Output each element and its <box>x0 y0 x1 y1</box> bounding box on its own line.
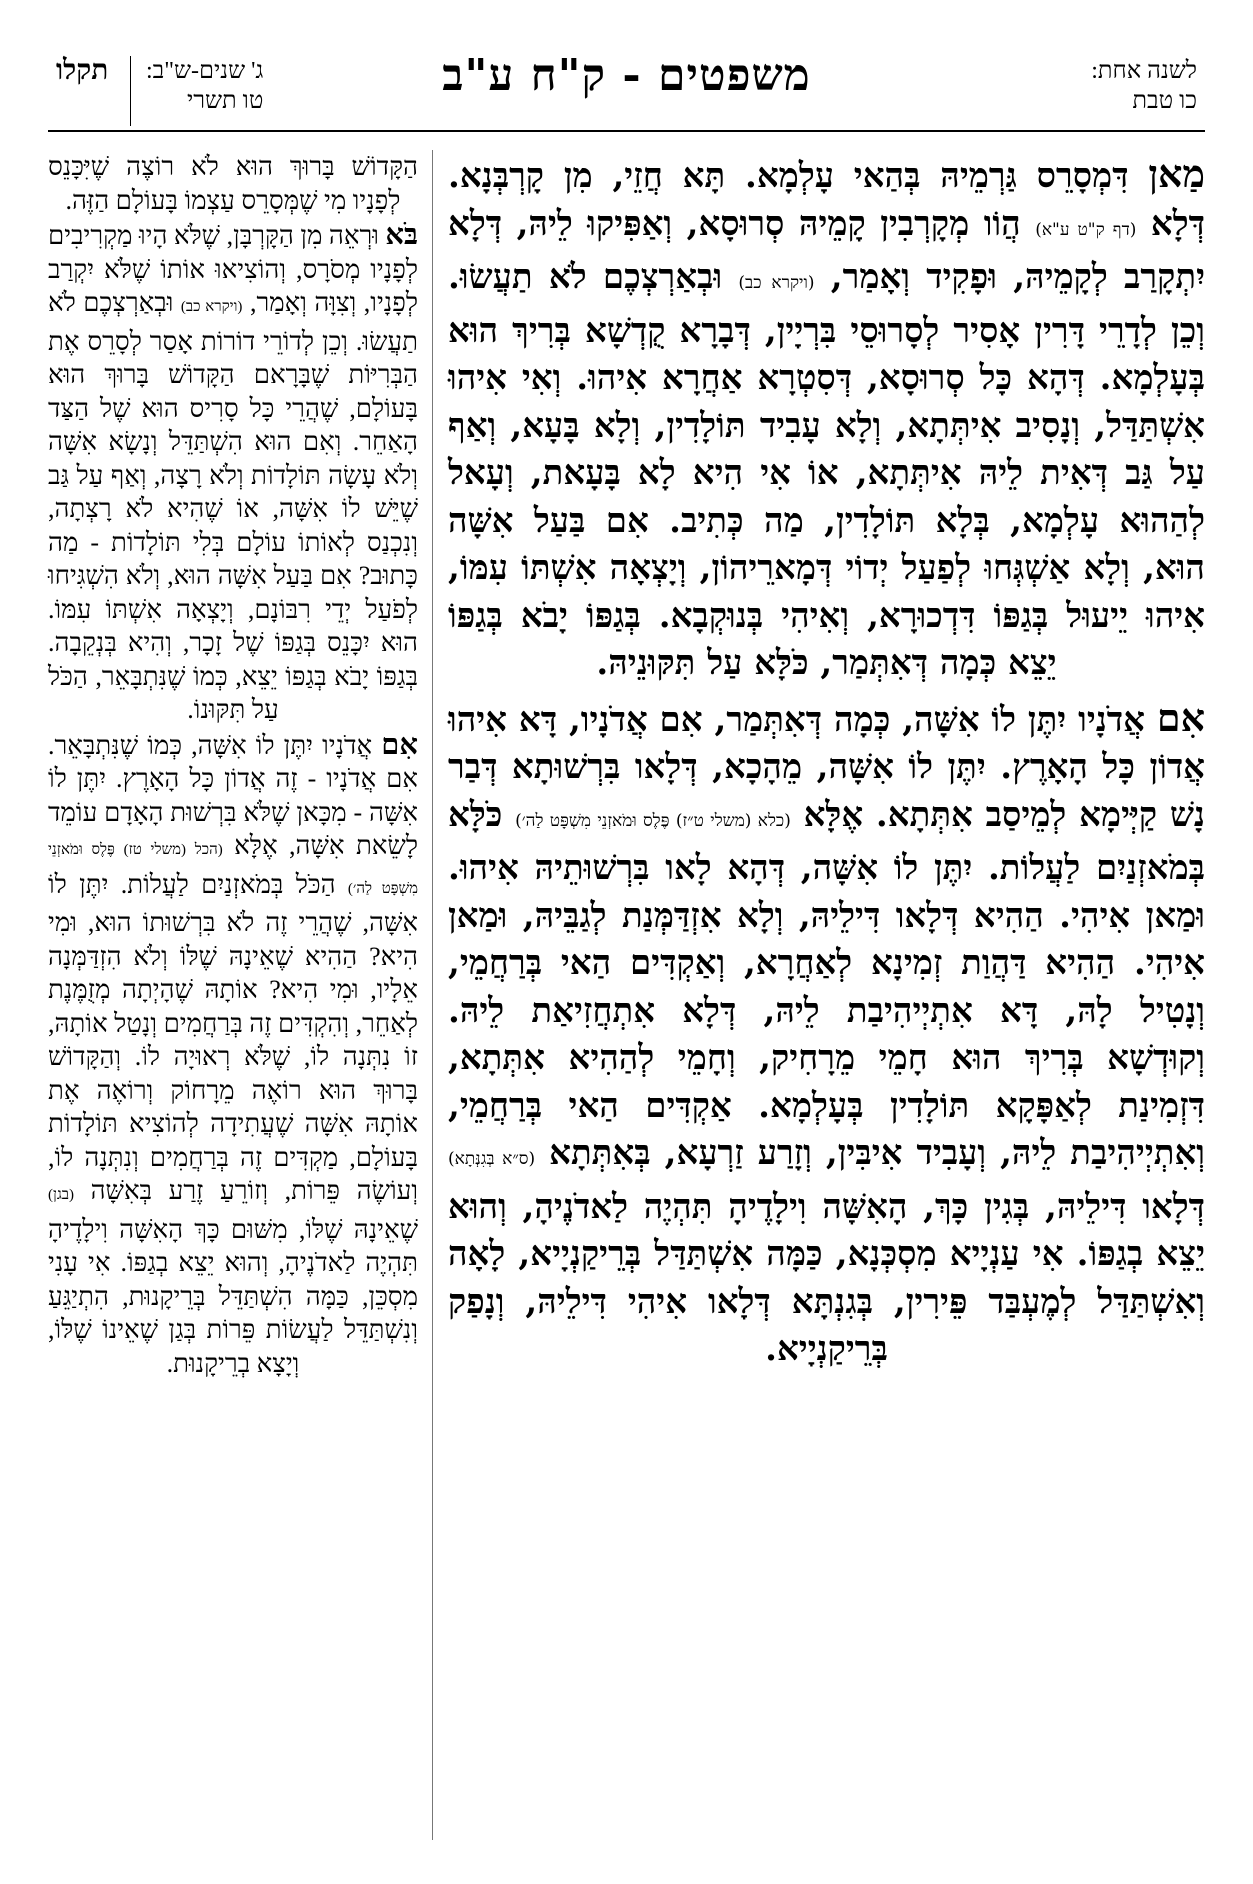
source-reference: (כלא (משלי ט״ז) פֶּלֶס וּמֹאזְנֵי מִשְׁפָּט לַה׳) <box>515 810 791 831</box>
column-divider <box>432 150 433 1840</box>
schedule-date-three-years: טו תשרי <box>186 88 264 114</box>
page-number: תקלו <box>56 55 109 86</box>
translation-text: אֲדֹנָיו יִתֶּן לוֹ אִשָּׁה, כְּמוֹ שֶׁנִּתְבָּאֵר. אִם אֲדֹנָיו - זֶה אֲדוֹן כָּל הָאָרֶץ. יִתֶּן לוֹ אִשָּׁה - מִכָּאן שֶׁלֹּא בִּרְשׁוּת הָאָדָם עוֹמֵד לָשֵׂאת אִשָּׁה, אֶלָּא <box>48 730 418 860</box>
source-reference: (הכל (משלי טז) פֶּלֶס וּמֹאזְנֵי מִשְׁפָּט לַה׳) <box>48 842 418 897</box>
translation-text: וּבְאַרְצְכֶם לֹא תַעֲשׂוּ. וְכֵן לְדוֹרֵי דוֹרוֹת אָסַר לְסָרֵס אֶת הַבְּרִיּוֹת שֶׁבָּרָאם הַקָּדוֹשׁ בָּרוּךְ הוּא בָּעוֹלָם, שֶׁהֲרֵי כָּל סָרִיס הוּא שֶׁל הַצַּד הָאַחֵר. וְאִם הוּא הִשְׁתַּדֵּל וְנָשָׂא אִשָּׁה וְלֹא עָשָׂה תּוֹלָדוֹת וְלֹא רָצָה, וְאַף עַל גַּב שֶׁיֵּשׁ לוֹ אִשָּׁה, אוֹ שֶׁהִיא לֹא רָצְתָה, וְנִכְנַס לְאוֹתוֹ עוֹלָם בְּלִי תּוֹלָדוֹת - מַה כָּתוּב? אִם בַּעַל אִשָּׁה הוּא, וְלֹא הִשְׁגִּיחוּ לְפֹעַל יְדֵי רִבּוֹנָם, וְיָצְאָה אִשְׁתּוֹ עִמּוֹ. הוּא יִכָּנֵס בְּגַפּוֹ שֶׁל זָכָר, וְהִיא בְּנְקֵבָה. בְּגַפּוֹ יָבֹא בְּגַפּוֹ יֵצֵא, כְּמוֹ שֶׁנִּתְבָּאֵר, הַכֹּל עַל תִּקּוּנוֹ. <box>48 288 418 724</box>
zohar-paragraph-2 <box>448 694 1205 1374</box>
study-schedule-three-years <box>56 56 263 116</box>
zohar-paragraph-1 <box>448 150 1205 688</box>
schedule-label-three-years: ג' שנים-ש"ב: <box>146 58 264 84</box>
translation-text: הַכֹּל בְּמֹאזְנַיִם לַעֲלוֹת. יִתֶּן לוֹ אִשָּׁה, שֶׁהֲרֵי זֶה לֹא בִּרְשׁוּתוֹ הוּא, וּמִי הִיא? הַהִיא שֶׁאֵינָהּ שֶׁלּוֹ וְלֹא הִזְדַּמְּנָה אֵלָיו, וּמִי הִיא? אוֹתָהּ שֶׁהָיְתָה מְזֻמֶּנֶת לְאַחֵר, וְהִקְדִּים זֶה בְּרַחֲמִים וְנָטַל אוֹתָהּ, זוֹ נִתְּנָה לוֹ, שֶׁלֹּא רְאוּיָה לוֹ. וְהַקָּדוֹשׁ בָּרוּךְ הוּא רוֹאֶה מֵרָחוֹק וְרוֹאֶה אֶת אוֹתָהּ אִשָּׁה שֶׁעֲתִידָה לְהוֹצִיא תּוֹלָדוֹת בָּעוֹלָם, מַקְדִּים זֶה בְּרַחֲמִים וְנִתְּנָה לוֹ, וְעוֹשֶׂה פֵּרוֹת, וְזוֹרֵעַ זֶרַע בְּאִשָּׁה <box>48 869 418 1205</box>
translation-paragraph-0 <box>48 150 418 217</box>
header-corner-divider <box>130 56 131 126</box>
translation-paragraph-2 <box>48 729 418 1381</box>
zohar-text: כֹּלָּא בְּמֹאזְנַיִם לַעֲלוֹת. יִתֶּן לוֹ אִשָּׁה, דְּהָא לָאו בִּרְשׁוּתֵיהּ אִיהוּ. וּמַאן אִיהִי. הַהִיא דְּלָאו דִּילֵיהּ, וְלָא אִזְדַּמְּנַת לְגַבֵּיהּ, וּמַאן אִיהִי. הַהִיא דַּהֲוַת זְמִינָא לְאַחֲרָא, וְאַקְדִּים הַאי בְּרַחֲמֵי, וְנָטִיל לָהּ, דָּא אִתְיְיהִיבַת לֵיהּ, דְּלָא אִתְחֲזִיאַת לֵיהּ. וְקוּדְשָׁא בְּרִיךְ הוּא חָמֵי מֵרָחִיק, וְחָמֵי לְהַהִיא אִתְּתָא, דִּזְמִינַת לְאַפָּקָא תּוֹלָדִין בְּעָלְמָא. אַקְדִּים הַאי בְּרַחֲמֵי, וְאִתְיְיהִיבַת לֵיהּ, וְעָבִיד אִיבִּין, וְזָרַע זַרְעָא, בְּאִתְּתָא <box>448 794 1205 1173</box>
translation-text: שֶׁאֵינָהּ שֶׁלּוֹ, מִשּׁוּם כָּךְ הָאִשָּׁה וִילָדֶיהָ תִּהְיֶה לַאדֹנֶיהָ, וְהוּא יֵצֵא בְגַפּוֹ. אִי עָנִי מִסְכֵּן, כַּמָּה הִשְׁתַּדֵּל בְּרֵיקָנוּת, הִתְיַגֵּעַ וְנִשְׁתַּדֵּל לַעֲשׂוֹת פֵּרוֹת בְּגַן שֶׁאֵינוֹ שֶׁלּוֹ, וְיָצָא בְרֵיקָנוּת. <box>48 1214 418 1378</box>
schedule-date-one-year: כו טבת <box>1132 88 1197 114</box>
translation-column <box>48 150 418 1380</box>
translation-text: הַקָּדוֹשׁ בָּרוּךְ הוּא לֹא רוֹצֶה שֶׁיִּכָּנֵס לְפָנָיו מִי שֶׁמְּסָרֵס עַצְמוֹ בָּעוֹלָם הַזֶּה. <box>48 152 418 215</box>
source-reference: (ויקרא כב) <box>180 299 243 315</box>
translation-paragraph-1 <box>48 219 418 727</box>
paragraph-lead-word: בֹּא <box>385 219 418 251</box>
paragraph-lead-word: מַאן <box>1148 151 1205 196</box>
paragraph-lead-word: אִם <box>381 728 418 761</box>
text-columns <box>48 150 1205 1840</box>
zohar-column <box>448 150 1205 1374</box>
paragraph-lead-word: אִם <box>1156 694 1205 740</box>
zohar-text: דִּמְסָרֵס גַּרְמֵיהּ בְּהַאי עָלְמָא. תָּא חֲזֵי, מִן קָרְבְּנָא. דְּלָא <box>448 156 1205 244</box>
zohar-text: וּבְאַרְצְכֶם לֹא תַעֲשׂוּ. וְכֵן לְדָרֵי דָּרִין אָסִיר לְסָרוּסֵי בִּרְיָין, דְּבָרָא קֻדְשָׁא בְּרִיךְ הוּא בְּעָלְמָא. דְּהָא כָּל סְרוּסָא, דְּסִטְרָא אַחֲרָא אִיהוּ. וְאִי אִיהוּ אִשְׁתַּדַּל, וְנָסִיב אִיתְּתָא, וְלָא עָבִיד תּוֹלָדִין, וְלָא בָּעָא, וְאַף עַל גַּב דְּאִית לֵיהּ אִיתְּתָא, אוֹ אִי הִיא לָא בָּעָאת, וְעָאל לְהַהוּא עָלְמָא, בְּלָא תּוֹלָדִין, מַה כְּתִיב. אִם בַּעַל אִשָּׁה הוּא, וְלָא אַשְׁגְּחוּ לְפַעַל יְדוֹי דְּמָארֵיהוֹן, וְיָצְאָה אִשְׁתּוֹ עִמּוֹ, אִיהוּ יֵיעוּל בְּגַפּוֹ דִּדְכוּרָא, וְאִיהִי בְּנוּקְבָא. בְּגַפּוֹ יָבֹא בְּגַפּוֹ יֵצֵא כְּמָה דְּאִתְּמַר, כֹּלָּא עַל תִּקּוּנֵיהּ. <box>448 257 1205 683</box>
zohar-text: אֲדֹנָיו יִתֶּן לוֹ אִשָּׁה, כְּמָה דְּאִתְּמַר, אִם אֲדֹנָיו, דָּא אִיהוּ אֲדוֹן כָּל הָאָרֶץ. יִתֶּן לוֹ אִשָּׁה, מֵהָכָא, דְּלָאו בִּרְשׁוּתָא דְּבַר נָשׁ קַיְּימָא לְמֵיסַב אִתְּתָא. אֶלָּא <box>448 699 1205 835</box>
page-title: משפטים - ק"ח ע"ב <box>442 50 811 101</box>
schedule-label-one-year: לשנה אחת: <box>1091 58 1197 84</box>
zohar-text: דְּלָאו דִּילֵיהּ, בְּגִין כָּךְ, הָאִשָּׁה וִילָדֶיהָ תִּהְיֶה לַאדֹנֶיהָ, וְהוּא יֵצֵא בְגַפּוֹ. אִי עַנְיָיא מִסְכְּנָא, כַּמָּה אִשְׁתַּדַּל בְּרֵיקַנְיָיא, לָאָה וְאִשְׁתַּדַּל לְמֶעְבַּד פֵּירִין, בְּגִנְתָּא דְּלָאו אִיהִי דִּילֵיהּ, וְנָפַק בְּרֵיקַנְיָיא. <box>448 1186 1205 1369</box>
page-header <box>48 50 1205 132</box>
zohar-text: הֲוֹו מְקָרְבִין קָמֵיהּ סְרוּסָא, וְאַפִּיקוּ לֵיהּ, דְּלָא יִתְקָרַב לְקָמֵיהּ, וּפָקִיד וְאָמַר, <box>448 203 1205 297</box>
source-reference: (ס״א בְּגִנְּתָא) <box>448 1149 536 1169</box>
source-reference: (דף ק"ט ע"א) <box>1035 219 1137 240</box>
source-reference: (ויקרא כב) <box>738 273 815 293</box>
source-reference: (בגן) <box>48 1187 74 1203</box>
translation-text: וּרְאֵה מִן הַקָּרְבָּן, שֶׁלֹּא הָיוּ מַקְרִיבִים לְפָנָיו מְסֹרָס, וְהוֹצִיאוּ אוֹתוֹ שֶׁלֹּא יִקְרַב לְפָנָיו, וְצִוָּה וְאָמַר, <box>47 221 419 317</box>
